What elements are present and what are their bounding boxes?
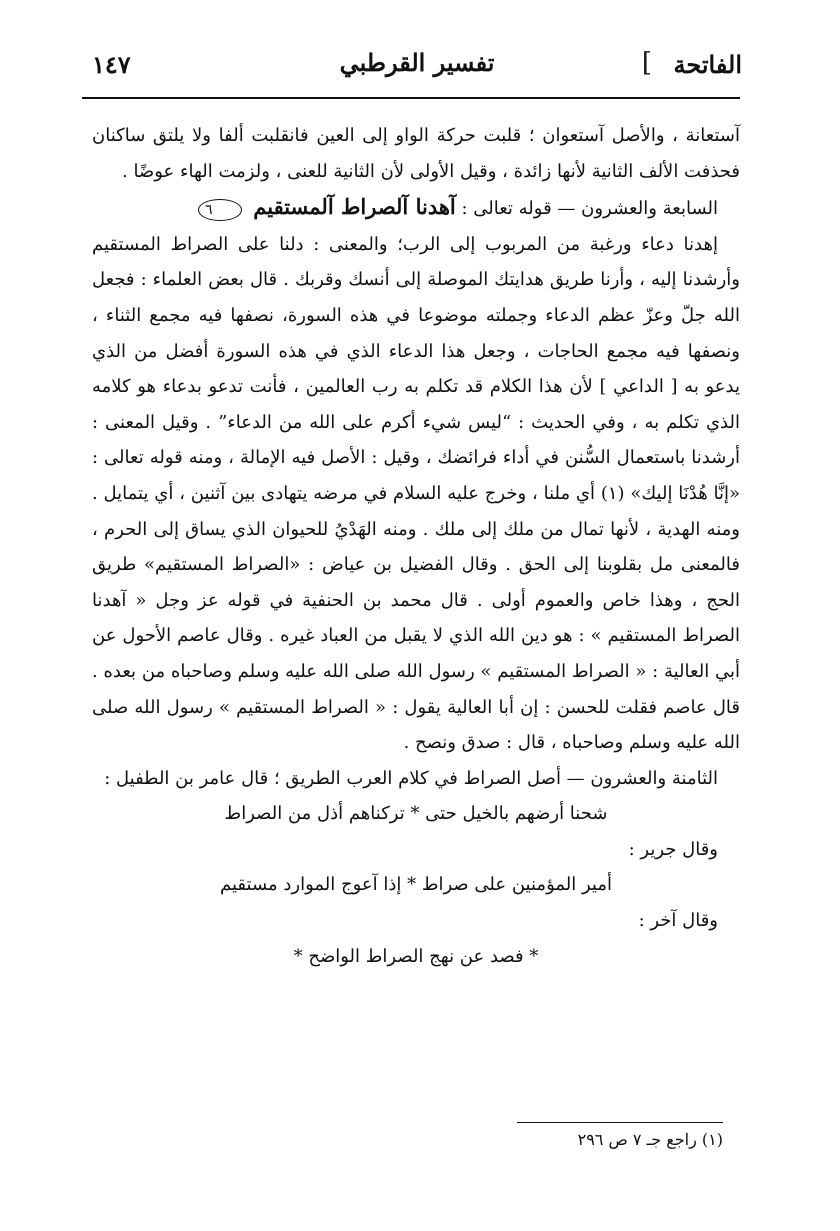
- header-section-name: الفاتحة: [673, 50, 742, 79]
- header-divider: [82, 97, 740, 99]
- header-bracket: ]: [641, 48, 652, 78]
- page-number: ١٤٧: [92, 50, 131, 79]
- paragraph-intro: آستعانة ، والأصل آستعوان ؛ قلبت حركة الواو إلى العين فانقلبت ألفا ولا يلتق ساكنان فحذفت الألف الثانية لأنها زائدة ، وقيل الأولى لأن الثانية للعنى ، ولزمت الهاء عوضًا .: [92, 125, 740, 182]
- page-header: [92, 42, 742, 90]
- footnote: (١) راجع جـ ٧ ص ٢٩٦: [577, 1130, 723, 1149]
- section-27-label: السابعة والعشرون — قوله تعالى :: [461, 198, 718, 220]
- poem-verse-3: * فصد عن نهج الصراط الواضح *: [293, 945, 539, 967]
- quran-verse: آهدنا آلصراط آلمستقيم: [253, 194, 456, 220]
- main-text: [92, 118, 740, 974]
- header-book-title: تفسير القرطبي: [339, 48, 495, 77]
- poem-verse-2: أمير المؤمنين على صراط * إذا آعوج الموارد مستقيم: [220, 874, 612, 896]
- section-28-paragraph: الثامنة والعشرون — أصل الصراط في كلام العرب الطريق ؛ قال عامر بن الطفيل :: [104, 767, 718, 789]
- footnote-divider: [517, 1122, 723, 1123]
- verse-number-badge: ٦: [198, 199, 242, 221]
- poem-intro-jarir: وقال جرير :: [628, 838, 718, 860]
- paragraph-commentary: إهدنا دعاء ورغبة من المربوب إلى الرب؛ والمعنى : دلنا على الصراط المستقيم وأرشدنا إليه ، وأرنا طريق هدايتك الموصلة إلى أنسك وقربك . قال بعض العلماء : فجعل الله جلّ وعزّ عظم الدعاء وجملته موضوعا في هذه السورة، نصفها فيه مجمع الثناء ، ونصفها فيه مجمع الحاجات ، وجعل هذا الدعاء الذي في هذه السورة أفضل من الذي يدعو به [ الداعي ] لأن هذا الكلام قد تكلم به رب العالمين ، فأنت تدعو بدعاء هو كلامه الذي تكلم به ، وفي الحديث : “ليس شيء أكرم على الله من الدعاء” . وقيل المعنى : أرشدنا باستعمال السُّنن في أداء فرائضك ، وقيل : الأصل فيه الإمالة ، ومنه قوله تعالى : «إنَّا هُدْنَا إليك» (١) أي ملنا ، وخرج عليه السلام في مرضه يتهادى بين آثنين ، أي يتمايل . ومنه الهدية ، لأنها تمال من ملك إلى ملك . ومنه الهَدْيُ للحيوان الذي يساق إلى الحرم ، فالمعنى مل بقلوبنا إلى الحق . وقال الفضيل بن عياض : «الصراط المستقيم» طريق الحج ، وهذا خاص والعموم أولى . قال محمد بن الحنفية في قوله عز وجل « آهدنا الصراط المستقيم » : هو دين الله الذي لا يقبل من العباد غيره . وقال عاصم الأحول عن أبي العالية : « الصراط المستقيم » رسول الله صلى الله عليه وسلم وصاحباه من بعده . قال عاصم فقلت للحسن : إن أبا العالية يقول : « الصراط المستقيم » رسول الله صلى الله عليه وسلم وصاحباه ، قال : صدق ونصح .: [92, 233, 741, 754]
- poem-intro-other: وقال آخر :: [638, 910, 718, 932]
- section-27-heading: [92, 189, 740, 227]
- poem-verse-1: شحنا أرضهم بالخيل حتى * تركناهم أذل من الصراط: [224, 803, 608, 825]
